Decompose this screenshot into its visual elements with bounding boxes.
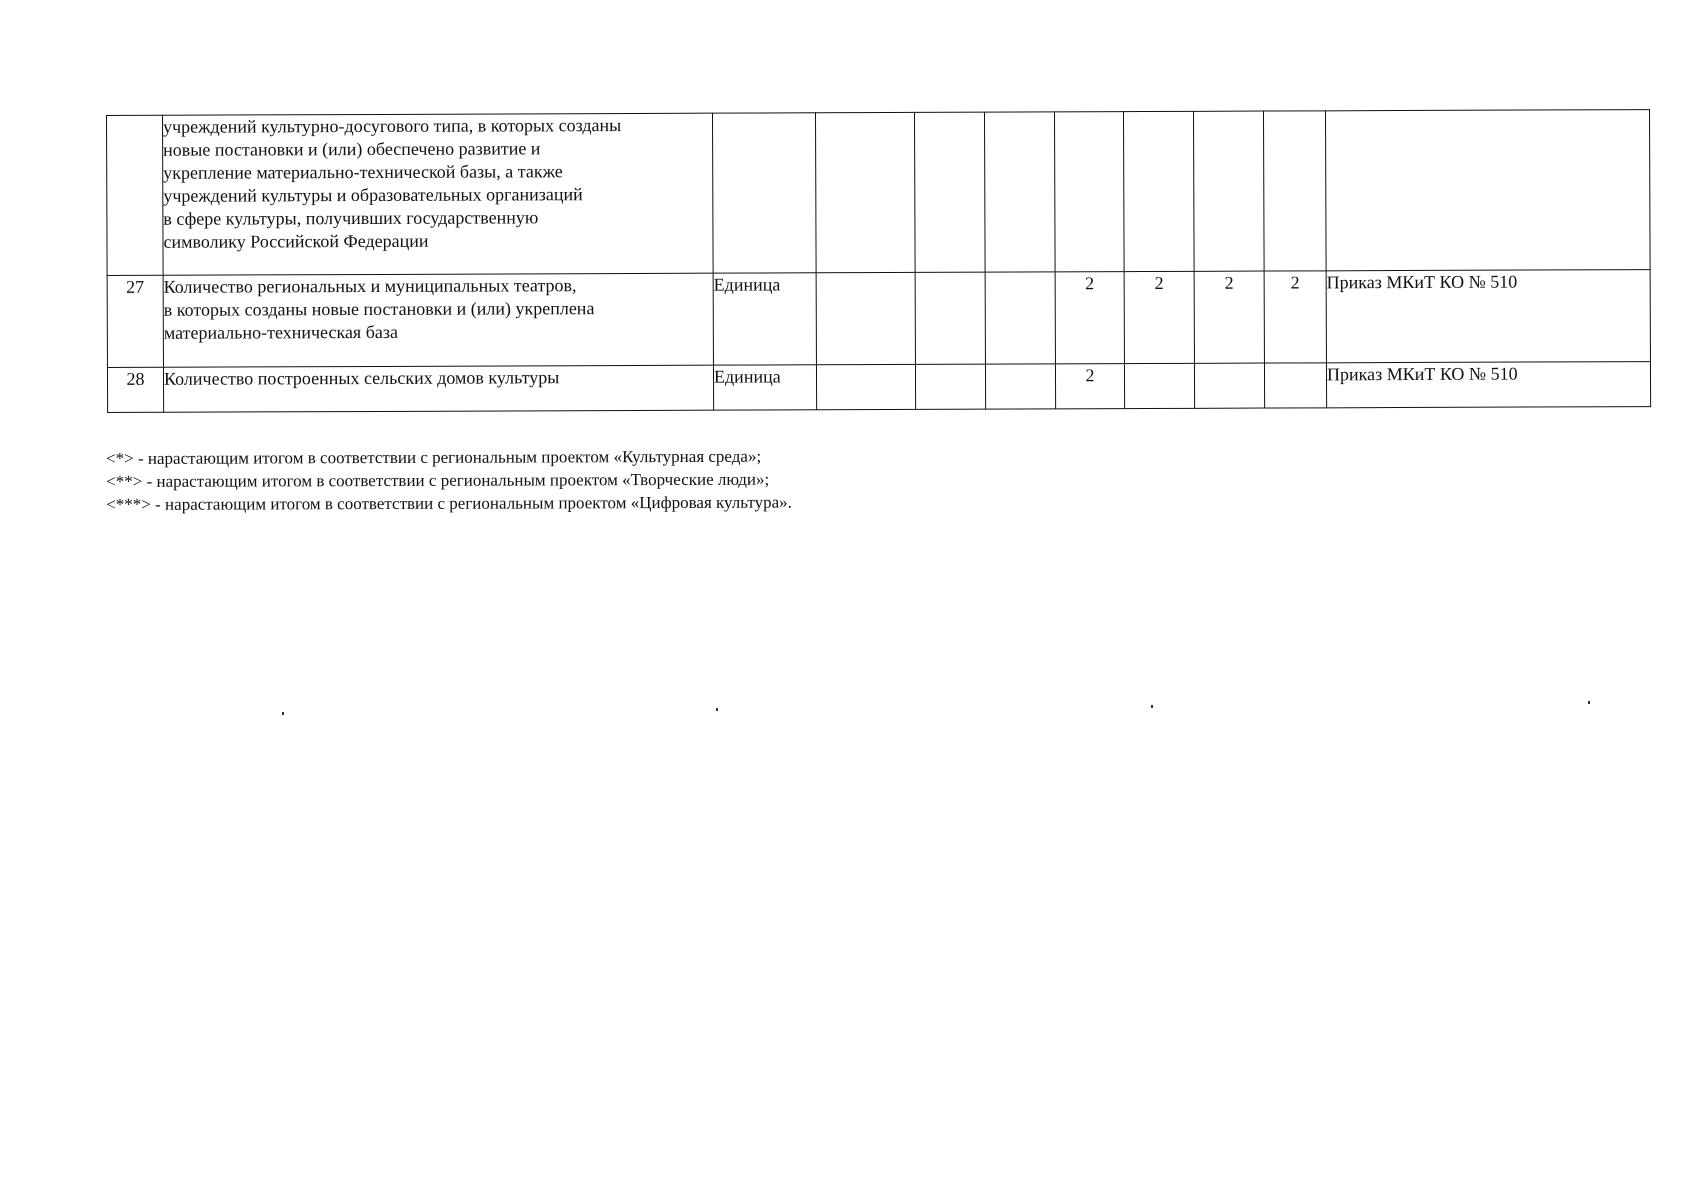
indicator-name-line: в сфере культуры, получивших государственную [163, 207, 539, 229]
indicator-name [163, 273, 713, 367]
value-cell [914, 112, 985, 272]
indicator-name-line: учреждений культурно-досугового типа, в которых созданы [163, 115, 622, 137]
value-cell: 2 [1264, 271, 1326, 363]
value-cell: 2 [1055, 364, 1124, 409]
value-cell [1263, 111, 1326, 271]
value-cell [816, 272, 915, 364]
table-row [107, 362, 1650, 413]
source-document-cell: Приказ МКиТ КО № 510 [1326, 362, 1650, 408]
row-number: 28 [107, 367, 163, 412]
source-document-cell [1325, 110, 1650, 271]
scan-speck [282, 712, 284, 715]
value-cell [915, 364, 985, 409]
indicator-name-line: укрепление материально-технической базы, а также [163, 161, 563, 183]
value-cell: 2 [1055, 272, 1124, 364]
value-cell [816, 364, 915, 409]
value-cell [985, 272, 1055, 364]
table-row [107, 270, 1650, 368]
footnote: <**> - нарастающим итогом в соответствии с региональным проектом «Творческие люди»; [106, 469, 770, 491]
scan-speck [1151, 705, 1153, 708]
indicator-name [163, 113, 714, 275]
value-cell [815, 112, 915, 272]
scan-speck [716, 708, 718, 711]
indicator-name-line: Количество региональных и муниципальных театров, [163, 275, 577, 297]
value-cell [1193, 111, 1264, 271]
value-cell [984, 112, 1055, 272]
row-number [107, 115, 164, 275]
indicator-name [163, 365, 713, 412]
indicators-table-wrap [106, 115, 1649, 413]
indicators-table [106, 109, 1651, 413]
unit-cell [712, 113, 816, 273]
indicator-name-line: материально-техническая база [163, 321, 398, 343]
footnote: <***> - нарастающим итогом в соответствии с региональным проектом «Цифровая культура». [106, 492, 792, 514]
value-cell [915, 272, 985, 364]
value-cell [985, 364, 1055, 409]
footnote: <*> - нарастающим итогом в соответствии с региональным проектом «Культурная среда»; [106, 446, 762, 468]
table-row [107, 110, 1651, 276]
indicator-name-line: в которых созданы новые постановки и (или) укреплена [163, 298, 595, 320]
indicator-name-line: Количество построенных сельских домов культуры [163, 367, 560, 389]
value-cell [1123, 111, 1194, 271]
row-number: 27 [107, 275, 163, 367]
indicator-name-line: учреждений культуры и образовательных организаций [163, 184, 583, 206]
value-cell [1124, 363, 1194, 408]
unit-cell: Единица [713, 273, 816, 365]
value-cell [1194, 363, 1264, 408]
indicator-name-line: символику Российской Федерации [163, 230, 429, 252]
value-cell [1054, 112, 1124, 272]
value-cell: 2 [1194, 271, 1264, 363]
indicator-name-line: новые постановки и (или) обеспечено развитие и [163, 138, 541, 160]
unit-cell: Единица [713, 365, 816, 410]
scan-speck [1588, 701, 1590, 704]
footnotes [106, 444, 1006, 516]
value-cell: 2 [1124, 271, 1194, 363]
value-cell [1264, 363, 1326, 408]
source-document-cell: Приказ МКиТ КО № 510 [1326, 270, 1650, 363]
